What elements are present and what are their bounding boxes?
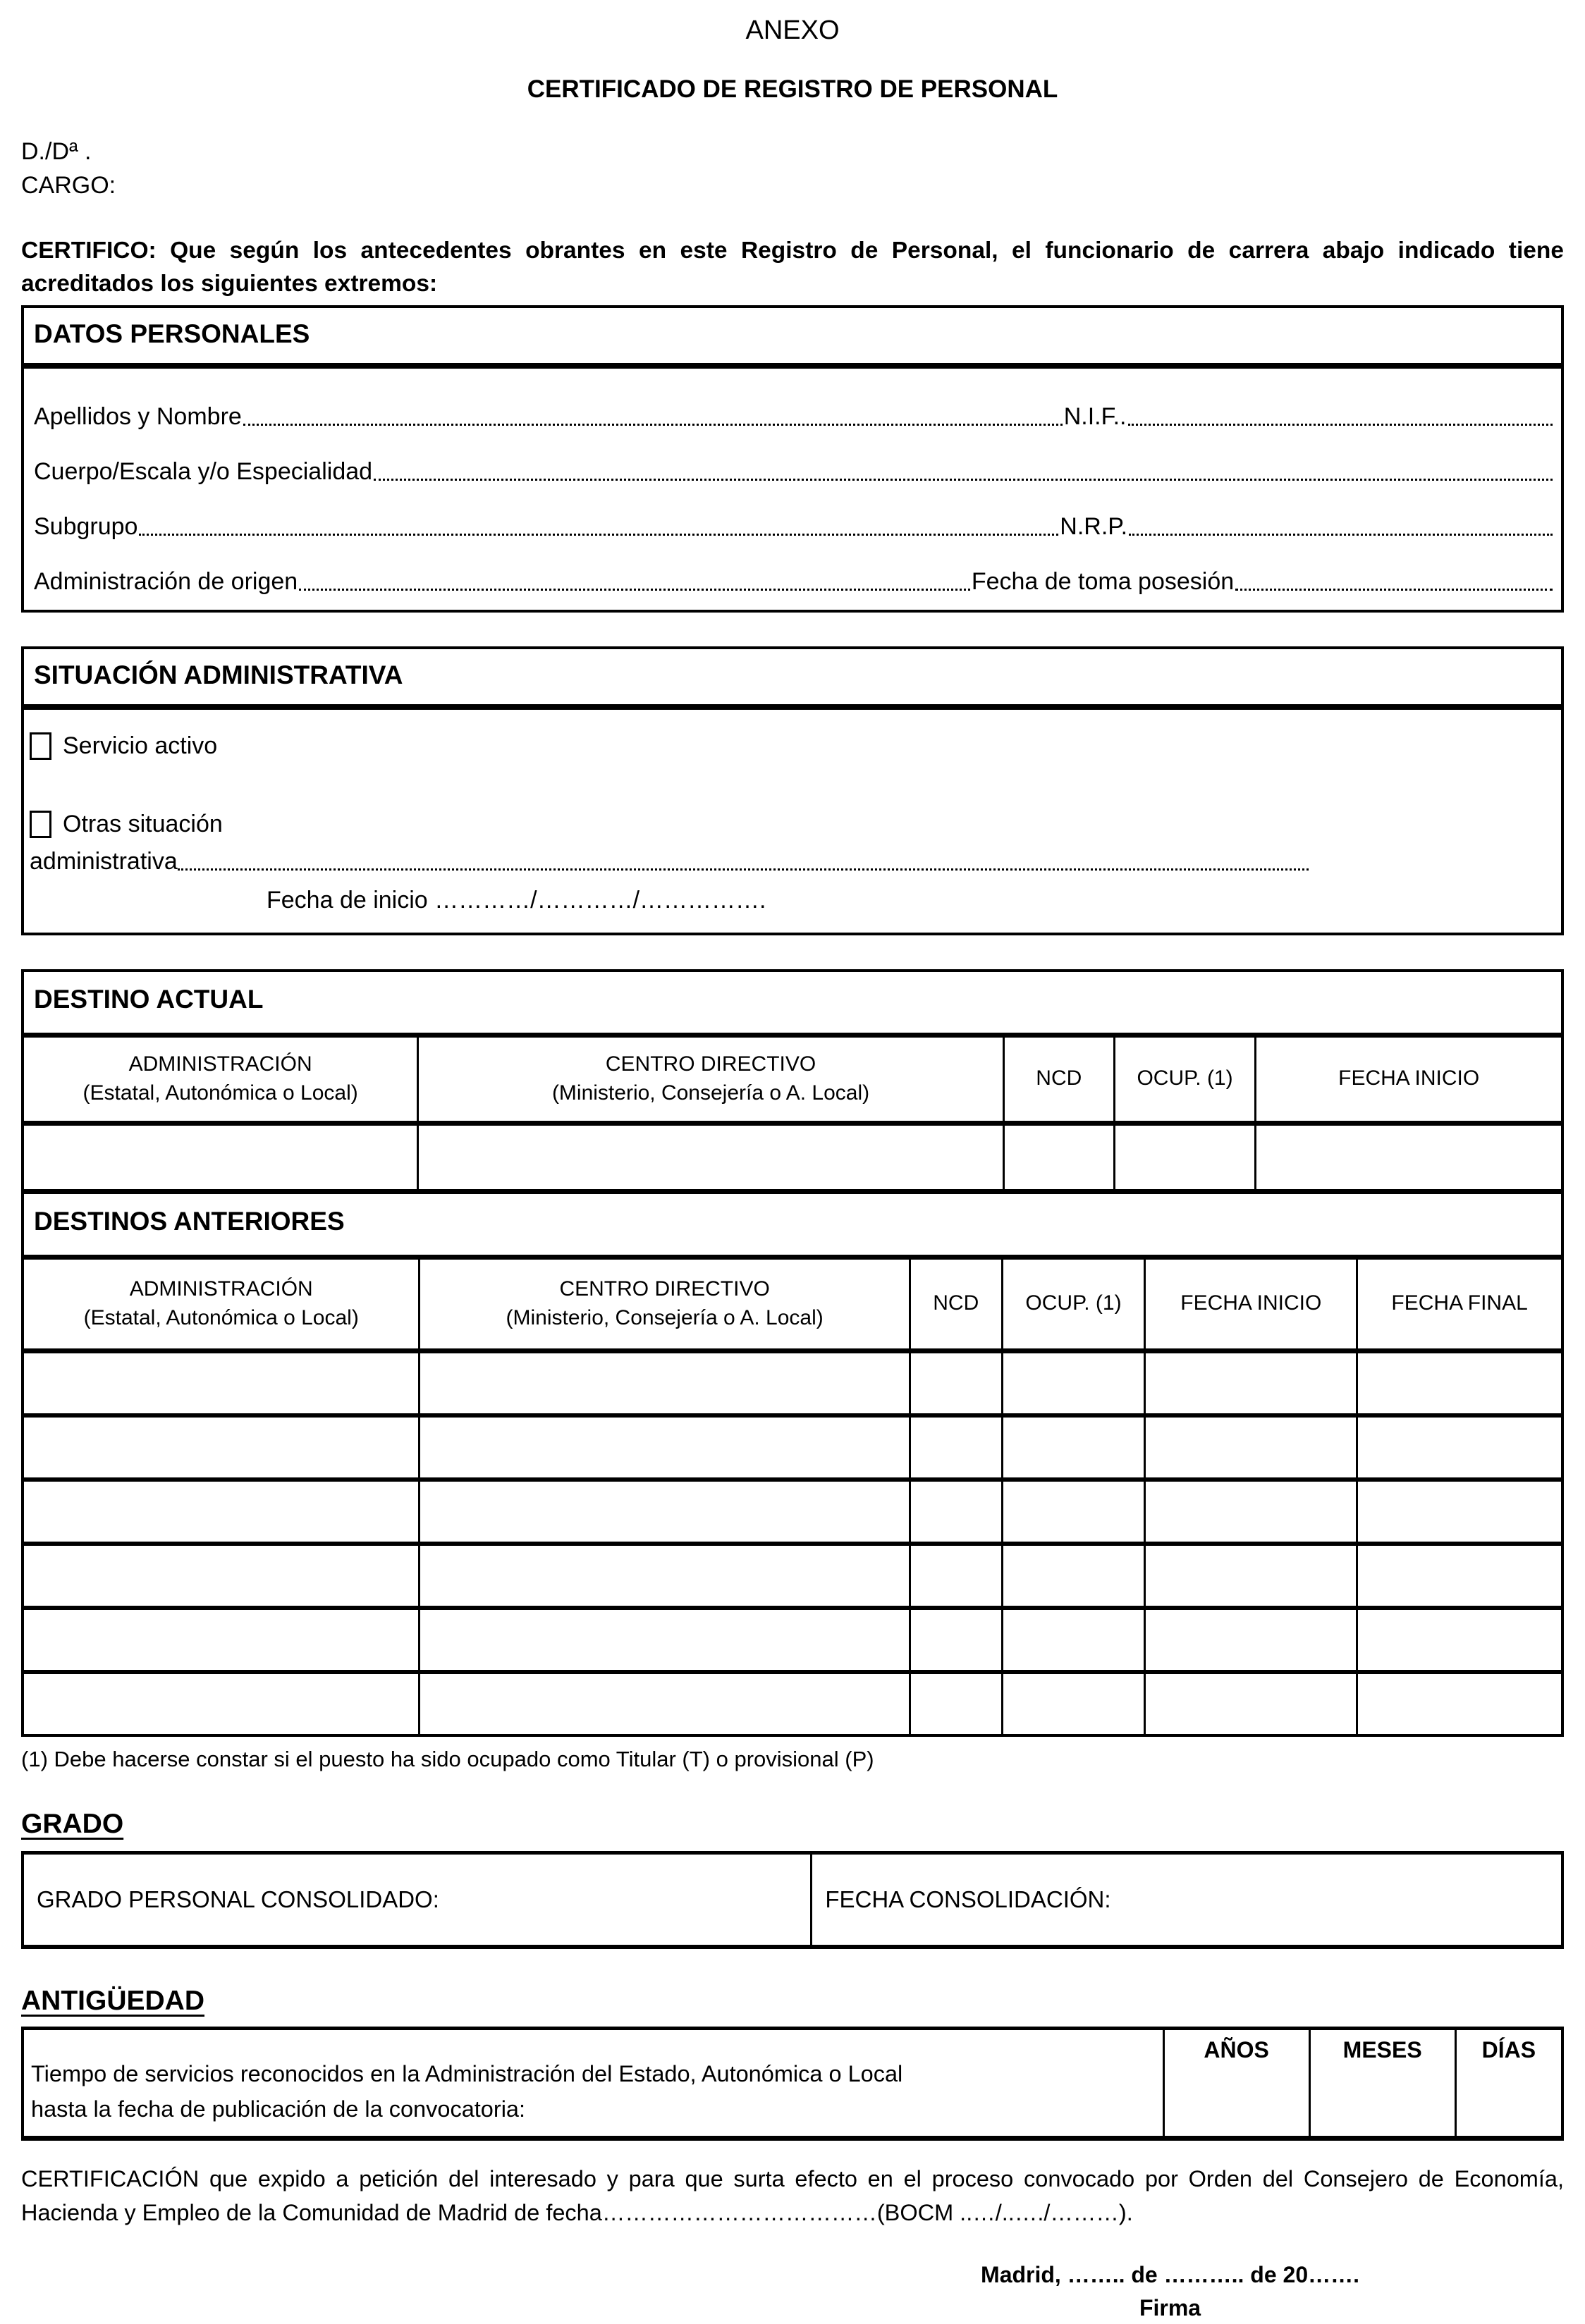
table-cell[interactable]: [1256, 1126, 1561, 1189]
column-header-ocup: OCUP. (1): [1003, 1260, 1146, 1348]
antiguedad-description-line: hasta la fecha de publicación de la convocatoria:: [31, 2096, 526, 2122]
field-row-apellidos-nif: [32, 376, 1553, 431]
table-cell[interactable]: [420, 1546, 910, 1606]
field-row-administracion-fecha: [32, 541, 1553, 596]
datos-personales-body: [24, 369, 1561, 610]
fill-in-line[interactable]: [1129, 534, 1553, 536]
destinos-anteriores-empty-row: [24, 1482, 1561, 1546]
table-cell[interactable]: [1358, 1610, 1561, 1670]
column-header-ncd: NCD: [1005, 1038, 1115, 1121]
signature-firma-label: Firma: [1139, 2294, 1201, 2320]
checkbox-row-otras-situacion: [30, 811, 1553, 838]
fill-in-line[interactable]: [243, 424, 1063, 426]
section-heading: SITUACIÓN ADMINISTRATIVA: [24, 649, 1561, 710]
field-label: N.I.F..: [1063, 402, 1127, 430]
column-header-fecha-inicio: FECHA INICIO: [1146, 1260, 1358, 1348]
fill-in-line[interactable]: [374, 479, 1553, 481]
antiguedad-heading: ANTIGÜEDAD: [21, 1985, 204, 2016]
fecha-inicio-line: Fecha de inicio …………/…………/…………….: [267, 886, 766, 914]
column-header-centro-directivo: CENTRO DIRECTIVO (Ministerio, Consejería o A. Local): [419, 1038, 1005, 1121]
table-cell[interactable]: [1146, 1610, 1358, 1670]
table-cell[interactable]: [1003, 1353, 1146, 1413]
fecha-consolidacion-cell[interactable]: FECHA CONSOLIDACIÓN:: [825, 1886, 1111, 1912]
name-line: D./Dª .: [21, 138, 92, 165]
destinos-anteriores-empty-row: [24, 1353, 1561, 1418]
column-header-fecha-inicio: FECHA INICIO: [1338, 1066, 1480, 1090]
column-header-administracion: ADMINISTRACIÓN (Estatal, Autonómica o Local): [24, 1260, 420, 1348]
table-cell[interactable]: [1003, 1610, 1146, 1670]
grado-table: [21, 1851, 1564, 1949]
field-label: Subgrupo: [34, 512, 138, 540]
table-cell[interactable]: [24, 1610, 420, 1670]
grado-heading: GRADO: [21, 1808, 124, 1839]
page-title: ANEXO: [745, 16, 840, 45]
table-cell[interactable]: [1003, 1418, 1146, 1477]
cargo-line: CARGO:: [21, 172, 116, 199]
table-cell[interactable]: [1003, 1546, 1146, 1606]
field-label: Cuerpo/Escala y/o Especialidad: [34, 457, 373, 485]
table-cell[interactable]: [419, 1126, 1005, 1189]
fill-in-line[interactable]: [1235, 589, 1553, 591]
meses-column-cell[interactable]: MESES: [1311, 2030, 1457, 2136]
signature-block: [981, 2258, 1359, 2324]
checkbox-label: Servicio activo: [63, 732, 218, 759]
table-cell[interactable]: [420, 1610, 910, 1670]
table-cell[interactable]: [1003, 1674, 1146, 1734]
section-situacion-administrativa: [21, 646, 1564, 935]
checkbox-row-servicio-activo: [30, 732, 1553, 760]
checkbox-label: Otras situación: [63, 810, 223, 837]
destinos-anteriores-empty-row: [24, 1418, 1561, 1482]
destinos-anteriores-empty-row: [24, 1610, 1561, 1674]
table-cell[interactable]: [911, 1353, 1003, 1413]
identification-block: [21, 135, 1564, 203]
column-header-administracion: ADMINISTRACIÓN (Estatal, Autonómica o Local): [24, 1038, 419, 1121]
antiguedad-description-line: Tiempo de servicios reconocidos en la Administración del Estado, Autonómica o Local: [31, 2060, 903, 2086]
table-cell[interactable]: [1358, 1546, 1561, 1606]
destino-actual-empty-row: [24, 1126, 1561, 1193]
destinos-anteriores-empty-row: [24, 1674, 1561, 1734]
column-header-ncd: NCD: [911, 1260, 1003, 1348]
table-cell[interactable]: [911, 1546, 1003, 1606]
table-cell[interactable]: [1146, 1674, 1358, 1734]
table-cell[interactable]: [1146, 1418, 1358, 1477]
field-label: administrativa: [30, 847, 178, 875]
table-cell[interactable]: [420, 1482, 910, 1542]
field-row-subgrupo-nrp: [32, 486, 1553, 541]
grado-personal-consolidado-cell[interactable]: GRADO PERSONAL CONSOLIDADO:: [24, 1855, 812, 1945]
section-heading: DATOS PERSONALES: [24, 308, 1561, 369]
table-cell[interactable]: [1358, 1353, 1561, 1413]
table-cell[interactable]: [24, 1353, 420, 1413]
field-label: Fecha de toma posesión: [971, 567, 1235, 595]
destino-actual-heading: DESTINO ACTUAL: [24, 972, 1561, 1038]
table-cell[interactable]: [911, 1610, 1003, 1670]
administrativa-fill-row: [30, 848, 1309, 875]
fill-in-line[interactable]: [1128, 424, 1553, 426]
section-datos-personales: [21, 305, 1564, 613]
antiguedad-table: [21, 2027, 1564, 2141]
table-cell[interactable]: [24, 1126, 419, 1189]
situacion-body: [24, 710, 1561, 933]
destinos-anteriores-column-headers: [24, 1260, 1561, 1353]
column-header-fecha-final: FECHA FINAL: [1391, 1291, 1528, 1315]
destino-actual-column-headers: [24, 1038, 1561, 1126]
table-cell[interactable]: [911, 1674, 1003, 1734]
table-cell[interactable]: [911, 1418, 1003, 1477]
table-cell[interactable]: [1146, 1482, 1358, 1542]
table-cell[interactable]: [1358, 1482, 1561, 1542]
certificacion-paragraph: CERTIFICACIÓN que expido a petición del interesado y para que surta efecto en el proceso convocado por Orden del Consejero de Economía, Hacienda y Empleo de la Comunidad de Madrid de fecha………………………………(BOCM ..…/..…./………).: [21, 2165, 1564, 2226]
column-header-centro-directivo: CENTRO DIRECTIVO (Ministerio, Consejería o A. Local): [420, 1260, 910, 1348]
table-cell[interactable]: [1146, 1353, 1358, 1413]
fill-in-line[interactable]: [299, 589, 970, 591]
table-cell[interactable]: [420, 1353, 910, 1413]
certifico-paragraph: CERTIFICO: Que según los antecedentes obrantes en este Registro de Personal, el funcionario de carrera abajo indicado tiene acreditados los siguientes extremos:: [21, 237, 1564, 297]
table-cell[interactable]: [24, 1418, 420, 1477]
antiguedad-description-cell: [24, 2030, 1165, 2136]
table-cell[interactable]: [1003, 1482, 1146, 1542]
table-cell[interactable]: [24, 1546, 420, 1606]
table-cell[interactable]: [24, 1674, 420, 1734]
footnote-ocup: (1) Debe hacerse constar si el puesto ha sido ocupado como Titular (T) o provisional (P): [21, 1746, 874, 1771]
table-cell[interactable]: [420, 1674, 910, 1734]
servicio-activo-checkbox[interactable]: [30, 732, 51, 760]
table-cell[interactable]: [1146, 1546, 1358, 1606]
anos-column-cell[interactable]: AÑOS: [1165, 2030, 1311, 2136]
table-cell[interactable]: [1005, 1126, 1115, 1189]
field-label: N.R.P.: [1060, 512, 1128, 540]
table-cell[interactable]: [1358, 1418, 1561, 1477]
field-row-cuerpo-escala: [32, 431, 1553, 486]
page-subtitle: CERTIFICADO DE REGISTRO DE PERSONAL: [527, 75, 1058, 103]
table-cell[interactable]: [420, 1418, 910, 1477]
table-cell[interactable]: [1115, 1126, 1257, 1189]
table-cell[interactable]: [1358, 1674, 1561, 1734]
section-destinos: [21, 969, 1564, 1737]
destinos-anteriores-heading: DESTINOS ANTERIORES: [24, 1193, 1561, 1260]
column-header-ocup: OCUP. (1): [1115, 1038, 1257, 1121]
fill-in-line[interactable]: [178, 868, 1309, 871]
table-cell[interactable]: [911, 1482, 1003, 1542]
destinos-anteriores-empty-row: [24, 1546, 1561, 1610]
field-label: Administración de origen: [34, 567, 298, 595]
table-cell[interactable]: [24, 1482, 420, 1542]
signature-date-line: Madrid, …….. de ……….. de 20…….: [981, 2262, 1359, 2288]
dias-column-cell[interactable]: DÍAS: [1481, 2036, 1536, 2062]
field-label: Apellidos y Nombre: [34, 402, 242, 430]
fill-in-line[interactable]: [139, 534, 1058, 536]
otras-situacion-checkbox[interactable]: [30, 811, 51, 838]
